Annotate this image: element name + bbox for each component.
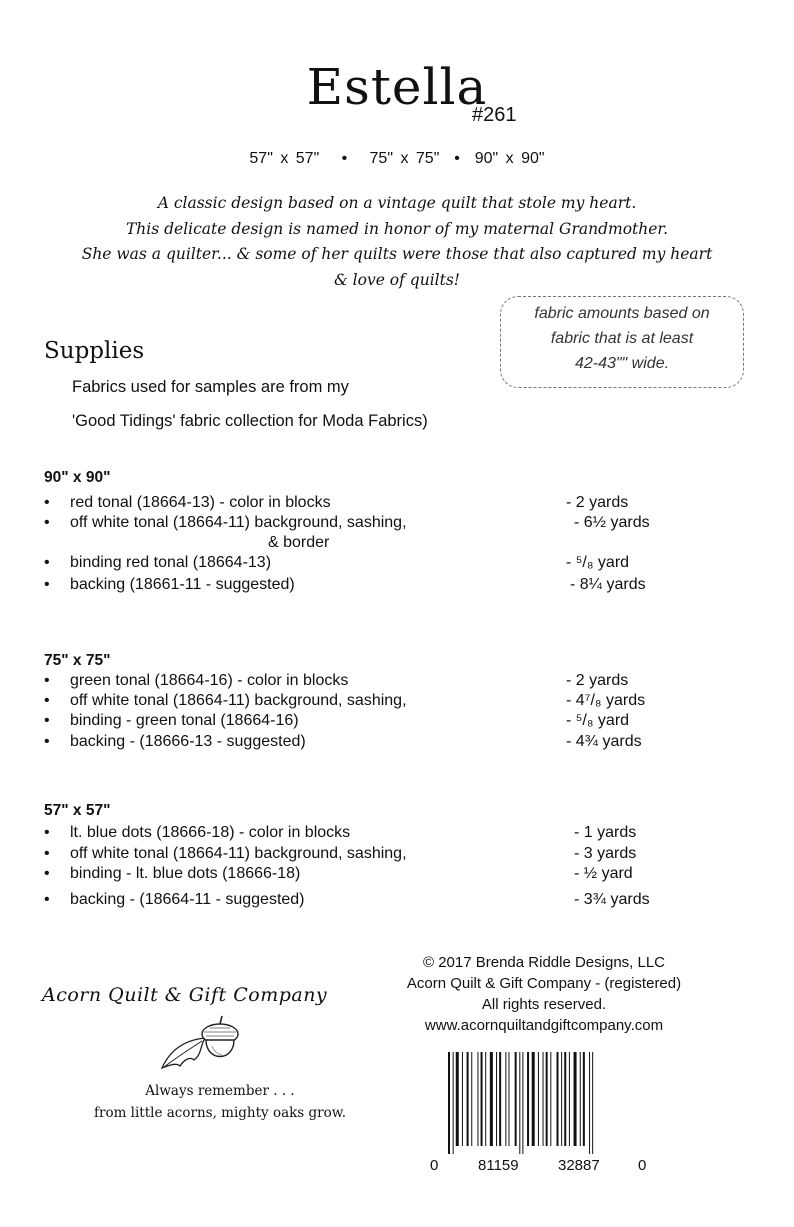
- company-line: Acorn Quilt & Gift Company - (registered): [406, 975, 682, 992]
- barcode-bar: [589, 1052, 590, 1154]
- barcode-bar: [538, 1052, 539, 1146]
- bullet: •: [44, 514, 50, 531]
- supply-row: [44, 733, 724, 754]
- supply-row: [44, 576, 724, 597]
- copyright-block: [344, 952, 744, 1036]
- supply-row: [44, 554, 724, 575]
- barcode-digit: 0: [430, 1157, 439, 1174]
- bullet: •: [44, 865, 50, 882]
- copyright-line: © 2017 Brenda Riddle Designs, LLC: [422, 954, 666, 971]
- supply-row: [44, 824, 724, 845]
- supply-amount: - 4⁷/₈ yards: [566, 692, 646, 709]
- supply-row: [44, 534, 724, 555]
- bullet: •: [44, 576, 50, 593]
- supply-amount: - 3¾ yards: [574, 891, 650, 908]
- bullet: •: [44, 494, 50, 511]
- bullet: •: [44, 712, 50, 729]
- supply-row: [44, 865, 724, 886]
- supply-row: [44, 494, 724, 515]
- fabrics-line: 'Good Tidings' fabric collection for Moda Fabrics): [72, 412, 428, 430]
- rights-line: All rights reserved.: [481, 996, 607, 1013]
- barcode-bar: [448, 1052, 450, 1154]
- barcode-bar: [564, 1052, 566, 1146]
- supply-amount: - ½ yard: [574, 865, 633, 882]
- barcode-bar: [456, 1052, 459, 1146]
- company-logo-text: Acorn Quilt & Gift Company: [42, 984, 328, 1006]
- supply-desc: binding - lt. blue dots (18666-18): [70, 865, 301, 882]
- intro-line: She was a quilter... & some of her quilts were those that also captured my heart: [81, 245, 713, 263]
- bullet: •: [44, 692, 50, 709]
- supply-desc: backing - (18666-13 - suggested): [70, 733, 306, 750]
- supply-desc: off white tonal (18664-11) background, sashing,: [70, 845, 407, 862]
- section-heading-75: 75" x 75": [44, 652, 111, 669]
- barcode-bar: [505, 1052, 506, 1146]
- barcode-bar: [477, 1052, 478, 1146]
- barcode-bar: [467, 1052, 469, 1146]
- supply-row: [44, 692, 724, 713]
- note-line: fabric amounts based on: [534, 305, 710, 322]
- barcode-bar: [532, 1052, 535, 1146]
- bullet: •: [44, 845, 50, 862]
- barcode-bar: [527, 1052, 529, 1146]
- barcode-bar: [574, 1052, 577, 1146]
- barcode-bar: [583, 1052, 585, 1146]
- barcode-digit: 81159: [478, 1157, 519, 1174]
- supply-amount: - ⁵/₈ yard: [566, 554, 630, 571]
- supply-desc: green tonal (18664-16) - color in blocks: [70, 672, 349, 689]
- supply-amount: - ⁵/₈ yard: [566, 712, 630, 729]
- section-heading-57: 57" x 57": [44, 802, 111, 819]
- supply-desc: red tonal (18664-13) - color in blocks: [70, 494, 331, 511]
- supply-row: [44, 514, 724, 535]
- intro-line: This delicate design is named in honor of my maternal Grandmother.: [125, 219, 669, 238]
- supply-row: [44, 891, 724, 912]
- barcode-bar: [522, 1052, 523, 1154]
- motto-line: Always remember . . .: [145, 1083, 295, 1099]
- bullet: •: [44, 554, 50, 571]
- barcode-digit: 0: [638, 1157, 647, 1174]
- barcode-bar: [485, 1052, 486, 1146]
- note-line: 42-43"" wide.: [574, 355, 670, 372]
- intro-line: & love of quilts!: [333, 270, 461, 289]
- barcode-bar: [557, 1052, 559, 1146]
- barcode-bar: [561, 1052, 562, 1146]
- barcode-bar: [592, 1052, 593, 1154]
- barcode-digit: 32887: [558, 1157, 600, 1174]
- barcode: [446, 1052, 646, 1154]
- barcode-bar: [569, 1052, 570, 1146]
- barcode-bar: [490, 1052, 493, 1146]
- supply-desc: lt. blue dots (18666-18) - color in blocks: [70, 824, 351, 841]
- supply-desc: backing - (18664-11 - suggested): [70, 891, 305, 908]
- barcode-bar: [519, 1052, 520, 1154]
- supply-row: [44, 672, 724, 693]
- bullet: •: [44, 672, 50, 689]
- intro-line: A classic design based on a vintage quilt that stole my heart.: [157, 194, 637, 212]
- barcode-bar: [546, 1052, 548, 1146]
- supply-amount: - 6½ yards: [574, 514, 650, 531]
- website-link[interactable]: www.acornquiltandgiftcompany.com: [424, 1017, 664, 1034]
- supply-row: [44, 845, 724, 866]
- barcode-bar: [471, 1052, 472, 1146]
- supply-amount: - 3 yards: [574, 845, 637, 862]
- supply-amount: - 2 yards: [566, 494, 629, 511]
- supply-amount: - 1 yards: [574, 824, 637, 841]
- supply-desc: binding red tonal (18664-13): [70, 554, 272, 571]
- note-line: fabric that is at least: [550, 330, 694, 347]
- intro-paragraph: [40, 191, 754, 293]
- motto: [60, 1080, 380, 1124]
- pattern-number: #261: [472, 104, 517, 126]
- supply-amount: - 4¾ yards: [566, 733, 642, 750]
- barcode-bar: [508, 1052, 509, 1146]
- barcode-bar: [515, 1052, 517, 1146]
- barcode-bar: [481, 1052, 483, 1146]
- barcode-bar: [543, 1052, 544, 1146]
- fabrics-line: Fabrics used for samples are from my: [72, 378, 349, 396]
- supply-desc: & border: [268, 534, 330, 551]
- acorn-oak-leaf-icon: [150, 1010, 290, 1080]
- supply-desc: off white tonal (18664-11) background, sashing,: [70, 514, 407, 531]
- supply-desc: backing (18661-11 - suggested): [70, 576, 295, 593]
- supply-desc: binding - green tonal (18664-16): [70, 712, 299, 729]
- barcode-bar: [580, 1052, 581, 1146]
- bullet: •: [44, 733, 50, 750]
- supply-amount: - 2 yards: [566, 672, 629, 689]
- barcode-bar: [499, 1052, 501, 1146]
- supplies-heading: Supplies: [44, 338, 145, 364]
- barcode-bar: [550, 1052, 551, 1146]
- barcode-bar: [453, 1052, 454, 1154]
- section-heading-90: 90" x 90": [44, 469, 111, 486]
- bullet: •: [44, 824, 50, 841]
- supply-amount: - 8¼ yards: [570, 576, 646, 593]
- barcode-bar: [462, 1052, 463, 1146]
- quilt-sizes: 57" x 57" • 75" x 75" • 90" x 90": [249, 150, 545, 167]
- supply-desc: off white tonal (18664-11) background, sashing,: [70, 692, 407, 709]
- motto-line: from little acorns, mighty oaks grow.: [94, 1105, 346, 1121]
- supply-row: [44, 712, 724, 733]
- fabric-width-note: [500, 296, 744, 388]
- bullet: •: [44, 891, 50, 908]
- pattern-title: Estella: [306, 58, 488, 116]
- barcode-bar: [496, 1052, 497, 1146]
